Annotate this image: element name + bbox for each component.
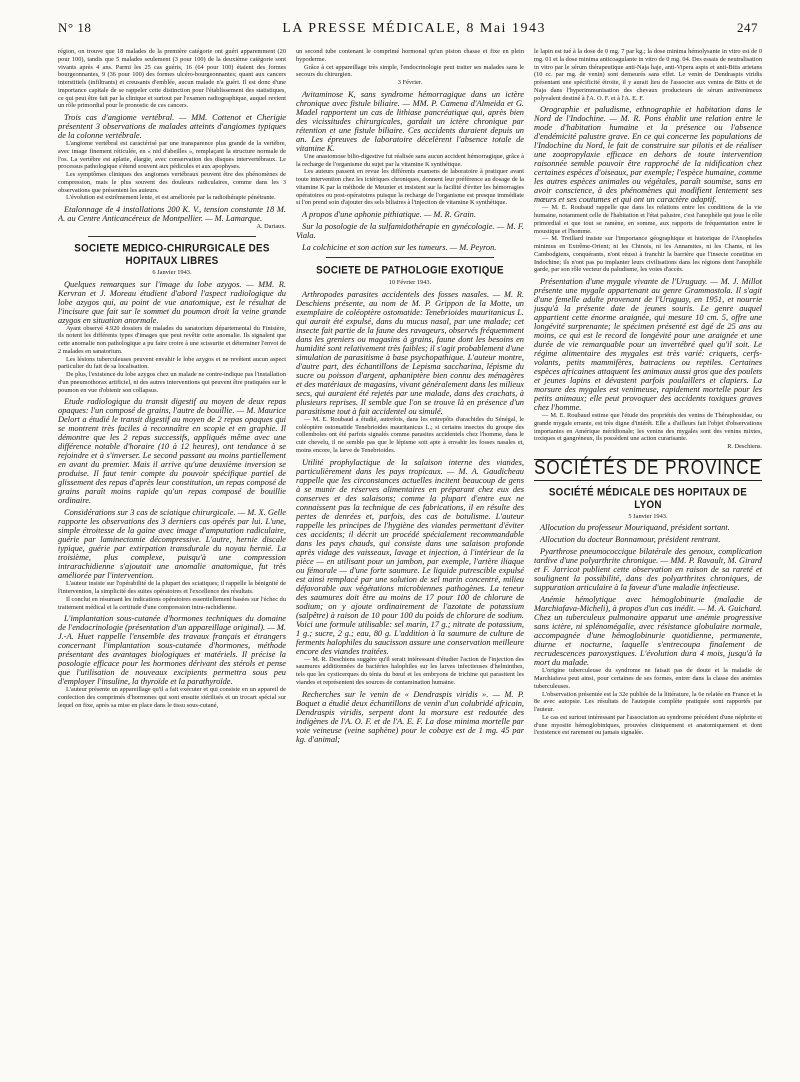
paragraph: région, on trouve que 18 malades de la première catégorie ont guéri apparemment (20 pour 100), tandis que 5 malades seulement (3 pour 100) de la deuxième catégorie sont vivants après 4 ans. Parmi les 25 cas guéris, 16 (64 pour 100) étaient des formes bourgeonnantes, 9 (36 pour 100) des formes ulcéro-bourgeonnantes; quant aux cancers interstitiels (infiltrants) et creusants d'emblée, aucun malade n'a guéri. Il est donc d'une importance capitale de se rappeler cette distinction pour l'établissement des statistiques, ce qui peut être fait par la clinique et surtout par l'examen radiographique, auquel revient un rôle primordial pour le pronostic de ces cancers.: [58, 48, 286, 110]
paragraph: L'auteur présente un appareillage qu'il a fait exécuter et qui consiste en un appareil de confection des comprimés d'hormones qui sont ensuite stérilisés et un trocart spécial sur lequel on fixe, après sa mise en place dans le tissu sous-cutané,: [58, 686, 286, 709]
divider: [326, 257, 494, 258]
article-title: Utilité prophylactique de la salaison interne des viandes, particulièrement dans les pays tropicaux. — M. A. Gaudicheau rappelle que les circonstances actuelles incitent beaucoup de gens à se munir de réserves alimentaires en préparant chez eux des conserves et des salaisons; comme la plupart d'entre eux ne connaissent pas la technique de ces fabrications, il en résulte des pertes de denrées et, parfois, des cas de botulisme. L'auteur rappelle les principes de l'hygiène des viandes permettant d'éviter ces accidents; il décrit un procédé spécialement recommandable dans les pays chauds, qui consiste dans une salaison profonde après vidage des vaisseaux, lavage et injection, à l'intérieur de la pièce — en utilisant pour un jambon, par exemple, l'artère iliaque ou fémorale — d'une forte saumure. Le liquide putrescible expulsé est ainsi remplacé par une solution de sel marin concentré, milieu défavorable aux végétations microbiennes pathogènes. La teneur des saumures doit être au moins de 17 pour 100 de chlorure de sodium; on y ajoute ordinairement de l'azotate de potassium (salpêtre) à raison de 10 pour 100 du poids de chlorure de sodium. Voici une formule utilisable: sel marin, 17 g.; nitrate de potassium, 1 g.; sucre, 2 g.; eau, 80 g. L'addition à la saumure de culture de ferments halophiles du saucisson assure une conservation meilleure encore des viandes traitées.: [296, 457, 524, 656]
article-title: Pyarthrose pneumococcique bilatérale des genoux, complication tardive d'une polyarthrite chronique. — MM. P. Ravault, M. Girard et F. Jarricot publient cette observation en raison de sa rareté et soulignent la possibilité, dans des polyarthrites chroniques, de suppuration articulaire à la faveur d'une maladie infectieuse.: [534, 547, 762, 593]
issue-number: N° 18: [58, 20, 92, 35]
column-3: [534, 48, 762, 1068]
article-title: La colchicine et son action sur les tumeurs. — M. Peyron.: [302, 243, 497, 252]
divider: [534, 480, 762, 481]
paragraph: Les lésions tuberculeuses peuvent envahir le lobe azygos et ne revêtent aucun aspect particulier du fait de sa localisation.: [58, 355, 286, 371]
article-title: Avitaminose K, sans syndrome hémorragique dans un ictère chronique avec fistule biliaire. — MM. P. Camena d'Almeida et G. Madel rapportent un cas de lithiase pancréatique qui, après bien des vicissitudes chirurgicales, gardait un ictère chronique par rétention et une fistule biliaire. Ces accidents duraient depuis un an. Les épreuves de laboratoire décelèrent l'absence totale de vitamine K.: [296, 89, 524, 153]
article-title: Sur la posologie de la sulfamidothérapie en gynécologie. — M. F. Viala.: [296, 222, 524, 240]
section-heading: SOCIETE MEDICO-CHIRURGICALE DES HOPITAUX LIBRES: [74, 242, 270, 268]
paragraph: L'origine tuberculeuse du syndrome ne faisait pas de doute et la maladie de Marchiafava peut ainsi, pour certaines de ses formes, entrer dans la classe des anémies tuberculeuses.: [534, 667, 762, 690]
article-title: L'implantation sous-cutanée d'hormones techniques du domaine de l'endocrinologie (présentation d'un appareillage original). — M. J.-A. Huet rappelle l'ensemble des travaux français et étrangers concernant l'implantation sous-cutanée d'hormones, méthode présentant des avantages biologiques et matériels. Il précise la posologie efficace pour les hormones dérivant des stérols et pense que l'utilisation de nouveaux excipients permettra sous peu d'employer l'insuline, la thyroïde et la parathyroïde.: [58, 614, 286, 687]
paragraph: — M. E. Roubaud estime que l'étude des propriétés des venins de Théraphosidae, ou grande mygale errante, est très digne d'intérêt. Elle a d'ailleurs fait l'objet d'observations importantes en Amérique méridionale; les venins des mygales sont des venins mixtes, toxiques et gangréneux, ils possèdent une action curarisante.: [534, 412, 762, 443]
paragraph: Une anastomose bilio-digestive fut réalisée sans aucun accident hémorragique, grâce à la recharge de l'organisme du sujet par la vitamine K synthétique.: [296, 152, 524, 168]
article-title: Allocution du docteur Bonnamour, président rentrant.: [540, 535, 721, 545]
section-heading: SOCIÉTÉ MÉDICALE DES HOPITAUX DE LYON: [548, 485, 748, 512]
session-date: 10 Février 1943.: [388, 279, 432, 286]
article-title: Allocution du professeur Mouriquand, président sortant.: [540, 523, 730, 533]
paragraph: Les symptômes cliniques des angiomes vertébraux peuvent être des phénomènes de compression, mais le plus souvent des douleurs radiculaires, comme dans les 3 observations que présentent les auteurs.: [58, 171, 286, 194]
article-title: Quelques remarques sur l'image du lobe azygos. — MM. R. Kervran et J. Moreau étudient d'abord l'aspect radiologique du lobe azygos qui, au point de vue anatomique, est le résultat de l'incisure que fait sur le sommet du poumon droit la veine grande azygos en situation anormale.: [58, 279, 286, 325]
paragraph: — M. E. Roubaud rappelle que dans les relations entre les conditions de la vie humaine, notamment celle de l'habitation et l'état palustre, c'est l'anophèle qui joue le rôle primordial et que tout se ramène, en somme, aux rapports de fréquentation entre le moustique et l'homme.: [534, 204, 762, 235]
article-title: Etalonnage de 4 installations 200 K. V., tension constante 18 M. A. au Centre Anticancéreux de Montpellier. — M. Lamarque.: [58, 205, 286, 223]
paragraph: — M. E. Roubaud a étudié, autrefois, dans les entrepôts d'arachides du Sénégal, le coléoptère ostomatide Tenebrioides mauritanicus L.; si certains insectes du groupe des collemboles ont été parfois signalés comme parasites accidentels chez l'homme, dans le cuir chevelu, il ne semble pas que le lépisme soit apte à envahir les fosses nasales et, moins encore, la larve de Tenebrioides.: [296, 415, 524, 454]
article-title: Arthropodes parasites accidentels des fosses nasales. — M. R. Deschiens présente, au nom de M. P. Grippon de la Motte, un exemplaire de coléoptère ostomatide: Tenebrioides mauritanicus L. qui aurait été expulsé, dans du mucus nasal, par une malade; cet insecte fait partie de la faune des ravageurs, observés fréquemment dans les greniers ou magasins à grains, faune dont les besoins en humidité sont relativement très faibles; il s'agit probablement d'une simulation de parasitisme à base psychopathique. L'auteur montre, d'autre part, des échantillons de Lepisma saccharina, lépisme du sucre ou poisson d'argent, aphaniptère bien connu des ménagères et des matériaux de magasins, vivant généralement dans les milieux secs, qui auraient été rejetés par une malade, dans des crachats, à plusieurs reprises. Il semble que l'on se trouve là en présence d'un parasitisme tout à fait accidentel ou simulé.: [296, 289, 524, 416]
page-number: 247: [736, 20, 758, 35]
article-title: Etude radiologique du transit digestif au moyen de deux repas opaques: l'un composé de grains, l'autre de bouillie. — M. Maurice Delort a étudié le transit digestif au moyen de 2 repas opaques qui se montrent très faciles à reconnaître en scopie et en graphie. Il démontre que les 2 repas successifs, appliqués même avec une différence notable d'horaire (10 à 12 heures), ont tendance à se rejoindre et à s'inverser. Le second passant au moins partiellement en avant du premier. Mais il arrive qu'une deuxième inversion se produise. Il faut tenir compte du pouvoir spécifique partiel de glissement des repas d'après leur constitution, un repas composé de grains paraît moins rapide qu'un repas composé de bouillie ordinaire.: [58, 397, 286, 506]
paragraph: Les auteurs passent en revue les différents examens de laboratoire à pratiquer avant toute intervention chez les ictériques chroniques, donnent leur préférence au dosage de la vitamine K par la méthode de Meunier et insistent sur la facilité d'éviter les hémorragies opératoires ou post-opératoires puisque la recharge de l'organisme est presque immédiate si l'on prend soin d'ajouter des sels biliaires à l'injection de vitamine K synthétique.: [296, 168, 524, 207]
column-1: [58, 48, 286, 1068]
session-date: 6 Janvier 1943.: [152, 268, 192, 276]
paragraph: L'observation présentée est la 32e publiée de la littérature, la 6e relatée en France et la 8e avec autopsie. Les résultats de l'autopsie complète pratiquée sont rapportés par l'auteur.: [534, 690, 762, 713]
article-title: Anémie hémolytique avec hémoglobinurie (maladie de Marchiafava-Micheli), à propos d'un cas inédit. — M. A. Guichard. Chez un tuberculeux pulmonaire apparut une anémie progressive sans ictère, ni splénomégalie, avec résistance globulaire normale, accompagnée d'une hémoglobinurie quotidienne, permanente, diurne et nocturne, laquelle s'entrecoupa finalement de recrudescences paroxystiques. L'évolution dura 4 mois, jusqu'à la mort du malade.: [534, 595, 762, 668]
session-date: 3 Février.: [397, 79, 423, 86]
column-2: [296, 48, 524, 1068]
paragraph: Ayant observé 4.920 dossiers de malades du sanatorium départemental du Finistère, ils notent les différents types d'images que peut revêtir cette anomalie. Ils signalent que cette anomalie non pathologique a pu faire croire à une scissurite et déterminer l'envoi de 2 malades en sanatorium.: [58, 324, 286, 355]
paragraph: Grâce à cet appareillage très simple, l'endocrinologie peut traiter ses malades sans le secours du chirurgien.: [296, 63, 524, 79]
signature: R. Deschiens.: [727, 443, 762, 450]
paragraph: De plus, l'existence du lobe azygos chez un malade ne contre-indique pas l'installation d'un pneumothorax artificiel, ni des autres interventions qui peuvent être pratiquées sur le poumon en vue d'obtenir son collapsus.: [58, 371, 286, 394]
section-heading: SOCIETE DE PATHOLOGIE EXOTIQUE: [316, 264, 504, 277]
paragraph: L'auteur insiste sur l'opérabilité de la plupart des sciatiques; il rappelle la bénignité de l'intervention, la simplicité des suites opératoires et l'excellence des résultats.: [58, 580, 286, 595]
journal-title: LA PRESSE MÉDICALE, 8 Mai 1943: [282, 21, 546, 36]
paragraph: — M. R. Deschiens suggère qu'il serait intéressant d'étudier l'action de l'injection des saumures additionnées de bactéries halophiles sur les larves infectieuses d'helminthes, tels que les cysticerques du ténia du bœuf et les embryons de trichine qui parasitent les viandes et représentent des sources de contamination humaine.: [296, 655, 524, 686]
paragraph: Il conclut en résumant les indications opératoires essentiellement basées sur l'échec du traitement médical et la certitude d'une compression intra-rachidienne.: [58, 595, 286, 611]
article-title: Recherches sur le venin de « Dendraspis viridis ». — M. P. Boquet a étudié deux échantillons de venin d'un colubridé africain, Dendraspis viridis, serpent dont la morsure est redoutée des indigènes de l'A. O. F. et de l'A. E. F. La dose minima mortelle par voie veineuse (veine saphène) pour le cobaye est de 1 mg. 45 par kg. d'animal;: [296, 689, 524, 744]
article-title: A propos d'une aphonie pithiatique. — M. R. Grain.: [302, 210, 476, 219]
page-header: [58, 20, 758, 40]
paragraph: — M. Treillard insiste sur l'importance géographique et historique de l'Anopheles minimus en Extrême-Orient; ni les Chinois, ni les Annamites, ni les Chams, ni les Cambodgiens, conquérants, n'ont réussi à franchir la barrière que l'insecte constitue en Indochine; ils n'ont pas pu implanter leurs civilisations dans les régions dont l'anophèle garde, par son rôle vecteur du paludisme, les voies d'accès.: [534, 235, 762, 274]
paragraph: L'angiome vertébral est caractérisé par une transparence plus grande de la vertèbre, avec image finement réticulée, en « nid d'abeilles », remplaçant la structure normale de l'os. La vertèbre est aplatie, élargie, avec conservation des disques intervertébraux. Le processus pathologique s'étend souvent aux pédicules et aux apophyses.: [58, 140, 286, 171]
signature: A. Dariaux.: [256, 223, 286, 230]
divider: [88, 236, 256, 237]
article-title: Présentation d'une mygale vivante de l'Uruguay. — M. J. Millot présente une mygale appartenant au genre Grammostola. Il s'agit d'une femelle adulte provenant de l'Uruguay, en 1951, et nourrie jusqu'à la présente date de jeunes souris. Le genre auquel appartient cette énorme araignée, qui mesure 10 cm. 5, offre une longévité surprenante; le spécimen présenté est âgé de 25 ans au moins, ce qui est le record de longévité pour une araignée et une durée de vie remarquable pour un invertébré quel qu'il soit. Le régime alimentaire des mygales est très varié: criquets, cerfs-volants, petits mammifères, batraciens ou reptiles. Certaines espèces africaines attaquent les animaux aussi gros que des poulets et jeunes lapins et dévastent parfois poulaillers et clapiers. La morsure des mygales est venimeuse, rapidement mortelle pour les petits animaux; elle peut provoquer des accidents toxiques graves chez l'homme.: [534, 277, 762, 412]
paragraph: L'évolution est extrêmement lente, et est améliorée par la radiothérapie pénétrante.: [66, 194, 276, 202]
article-title: Considérations sur 3 cas de sciatique chirurgicale. — M. X. Gelle rapporte les observations des 3 derniers cas opérés par lui. L'une, simple étroitesse de la gaine avec image d'amputation radiculaire, guérie par laminectomie décompressive. L'autre, hernie discale typique, guérie par extirpation transdurale du noyau hernié. La troisième, plus complexe, puisqu'à une compression intrarachidienne s'ajoutait une anomalie anatomique, fut très améliorée par l'intervention.: [58, 508, 286, 581]
article-title: Orographie et paludisme, ethnographie et habitation dans le Nord de l'Indochine. — M. R. Pons établit une relation entre le mode d'habitation humaine et la présence ou l'absence d'endémicité palustre grave. En ce qui concerne les populations de l'Indochine du Nord, le fait de construire sur pilotis et de réaliser une zoopropylaxie efficace en dehors de toute intervention raisonnée semble pouvoir être rapproché de la nidification chez certaines espèces d'oiseaux, par exemple; l'espèce humaine, comme les autres espèces animales ou végétales, paraît soumise, sans en avoir conscience, à des phénomènes qui modifient lentement ses mœurs et ses coutumes et qui ont un caractère adaptif.: [534, 105, 762, 205]
paragraph: Le cas est surtout intéressant par l'association au syndrome précédent d'une néphrite et d'une myosite hémoglobiniques, prouvées cliniquement et anatomiquement et dont l'existence est rarement ou jamais signalée.: [534, 713, 762, 737]
paragraph: le lapin est tué à la dose de 0 mg. 7 par kg.; la dose minima hémolysante in vitro est de 0 mg. 01 et la dose minima anticoagulante in vitro de 0 mg. 04. Des essais de neutralisation in vitro par le sérum thérapeutique anti-Naja haje, anti-Vipera aspis et anti-Bitis arietans (10 cc. par mg. de venin) sont demeurés sans effet. Le venin de Dendraspis viridis présentant une spécificité étroite, il y aurait lieu de l'associer aux venins de Bitis et de Naja dans l'hyperimmunisation des chevaux producteurs de sérum antivenimeux polyvalent destiné à l'A. O. F. et à l'A. E. F.: [534, 48, 762, 102]
article-title: Trois cas d'angiome vertébral. — MM. Cottenot et Cherigie présentent 3 observations de malades atteints d'angiomes typiques de la colonne vertébrale.: [58, 113, 286, 140]
session-date: 5 Janvier 1943.: [628, 512, 668, 520]
section-banner: SOCIÉTÉS DE PROVINCE: [534, 455, 762, 479]
paragraph: un second tube contenant le comprimé hormonal qu'un piston chasse et fixe en plein hypoderme.: [296, 48, 524, 63]
